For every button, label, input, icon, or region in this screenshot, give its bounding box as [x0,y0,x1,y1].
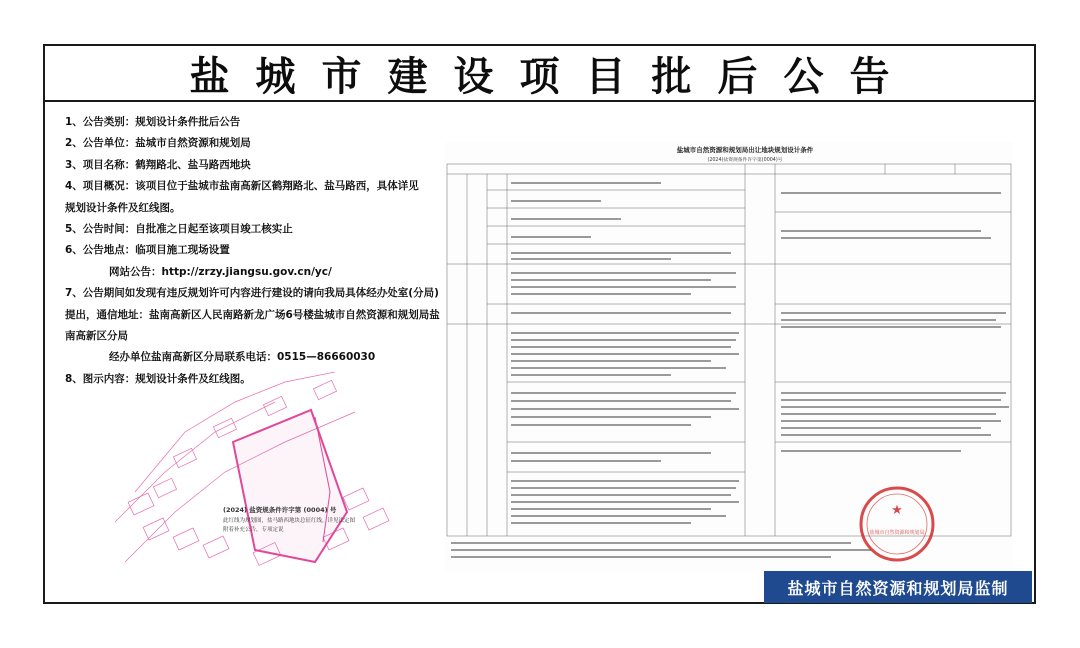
notice-item-overview: 4、项目概况：该项目位于盐城市盐南高新区鹤翔路北、盐马路西，具体详见 [65,180,419,193]
supervisor-banner: 盐城市自然资源和规划局监制 [764,571,1032,603]
map-note-2: 此红线为规划图，盐马路西地块总征红线，详见法定图 [223,518,356,524]
notice-item-place: 6、公告地点：临项目施工现场设置 [65,244,230,257]
notice-item-time: 5、公告时间：自批准之日起至该项目竣工核实止 [65,223,293,236]
notice-item-overview-cont: 规划设计条件及红线图。 [65,201,181,214]
notice-item-category: 1、公告类别：规划设计条件批后公告 [65,116,241,128]
notice-item-address: 提出，通信地址：盐南高新区人民南路新龙广场6号楼盐城市自然资源和规划局盐 [65,308,440,321]
map-note-1: (2024) 盐资规条件许字第 (0004) 号 [223,506,337,514]
notice-item-website: 网站公告：http://zrzy.jiangsu.gov.cn/yc/ [109,265,332,278]
notice-item-complaint: 7、公告期间如发现有违反规划许可内容进行建设的请向我局具体经办处室(分局) [65,287,439,300]
site-boundary [233,410,347,562]
notice-board [43,44,1036,604]
map-note-3: 附着补充公告，专项定说 [223,527,284,533]
seal-text: 盐城市自然资源和规划局 [869,530,925,536]
notice-text [65,112,443,390]
notice-item-unit: 2、公告单位：盐城市自然资源和规划局 [65,137,251,150]
notice-item-phone: 经办单位盐南高新区分局联系电话：0515—86660030 [109,351,376,364]
site-red-line-map [115,372,415,568]
page-title: 盐城市建设项目批后公告 [189,53,916,100]
planning-conditions-document [445,142,1013,572]
notice-item-project-name: 3、项目名称：鹤翔路北、盐马路西地块 [65,158,251,171]
document-number: (2024)盐资规条件许字第(0004)号 [707,158,783,163]
notice-item-address-cont: 南高新区分局 [65,330,128,343]
svg-text:★: ★ [891,503,903,518]
document-title: 盐城市自然资源和规划局出让地块规划设计条件 [676,146,814,154]
notice-item-diagram: 8、图示内容：规划设计条件及红线图。 [65,372,251,385]
title-bar [45,46,1034,102]
